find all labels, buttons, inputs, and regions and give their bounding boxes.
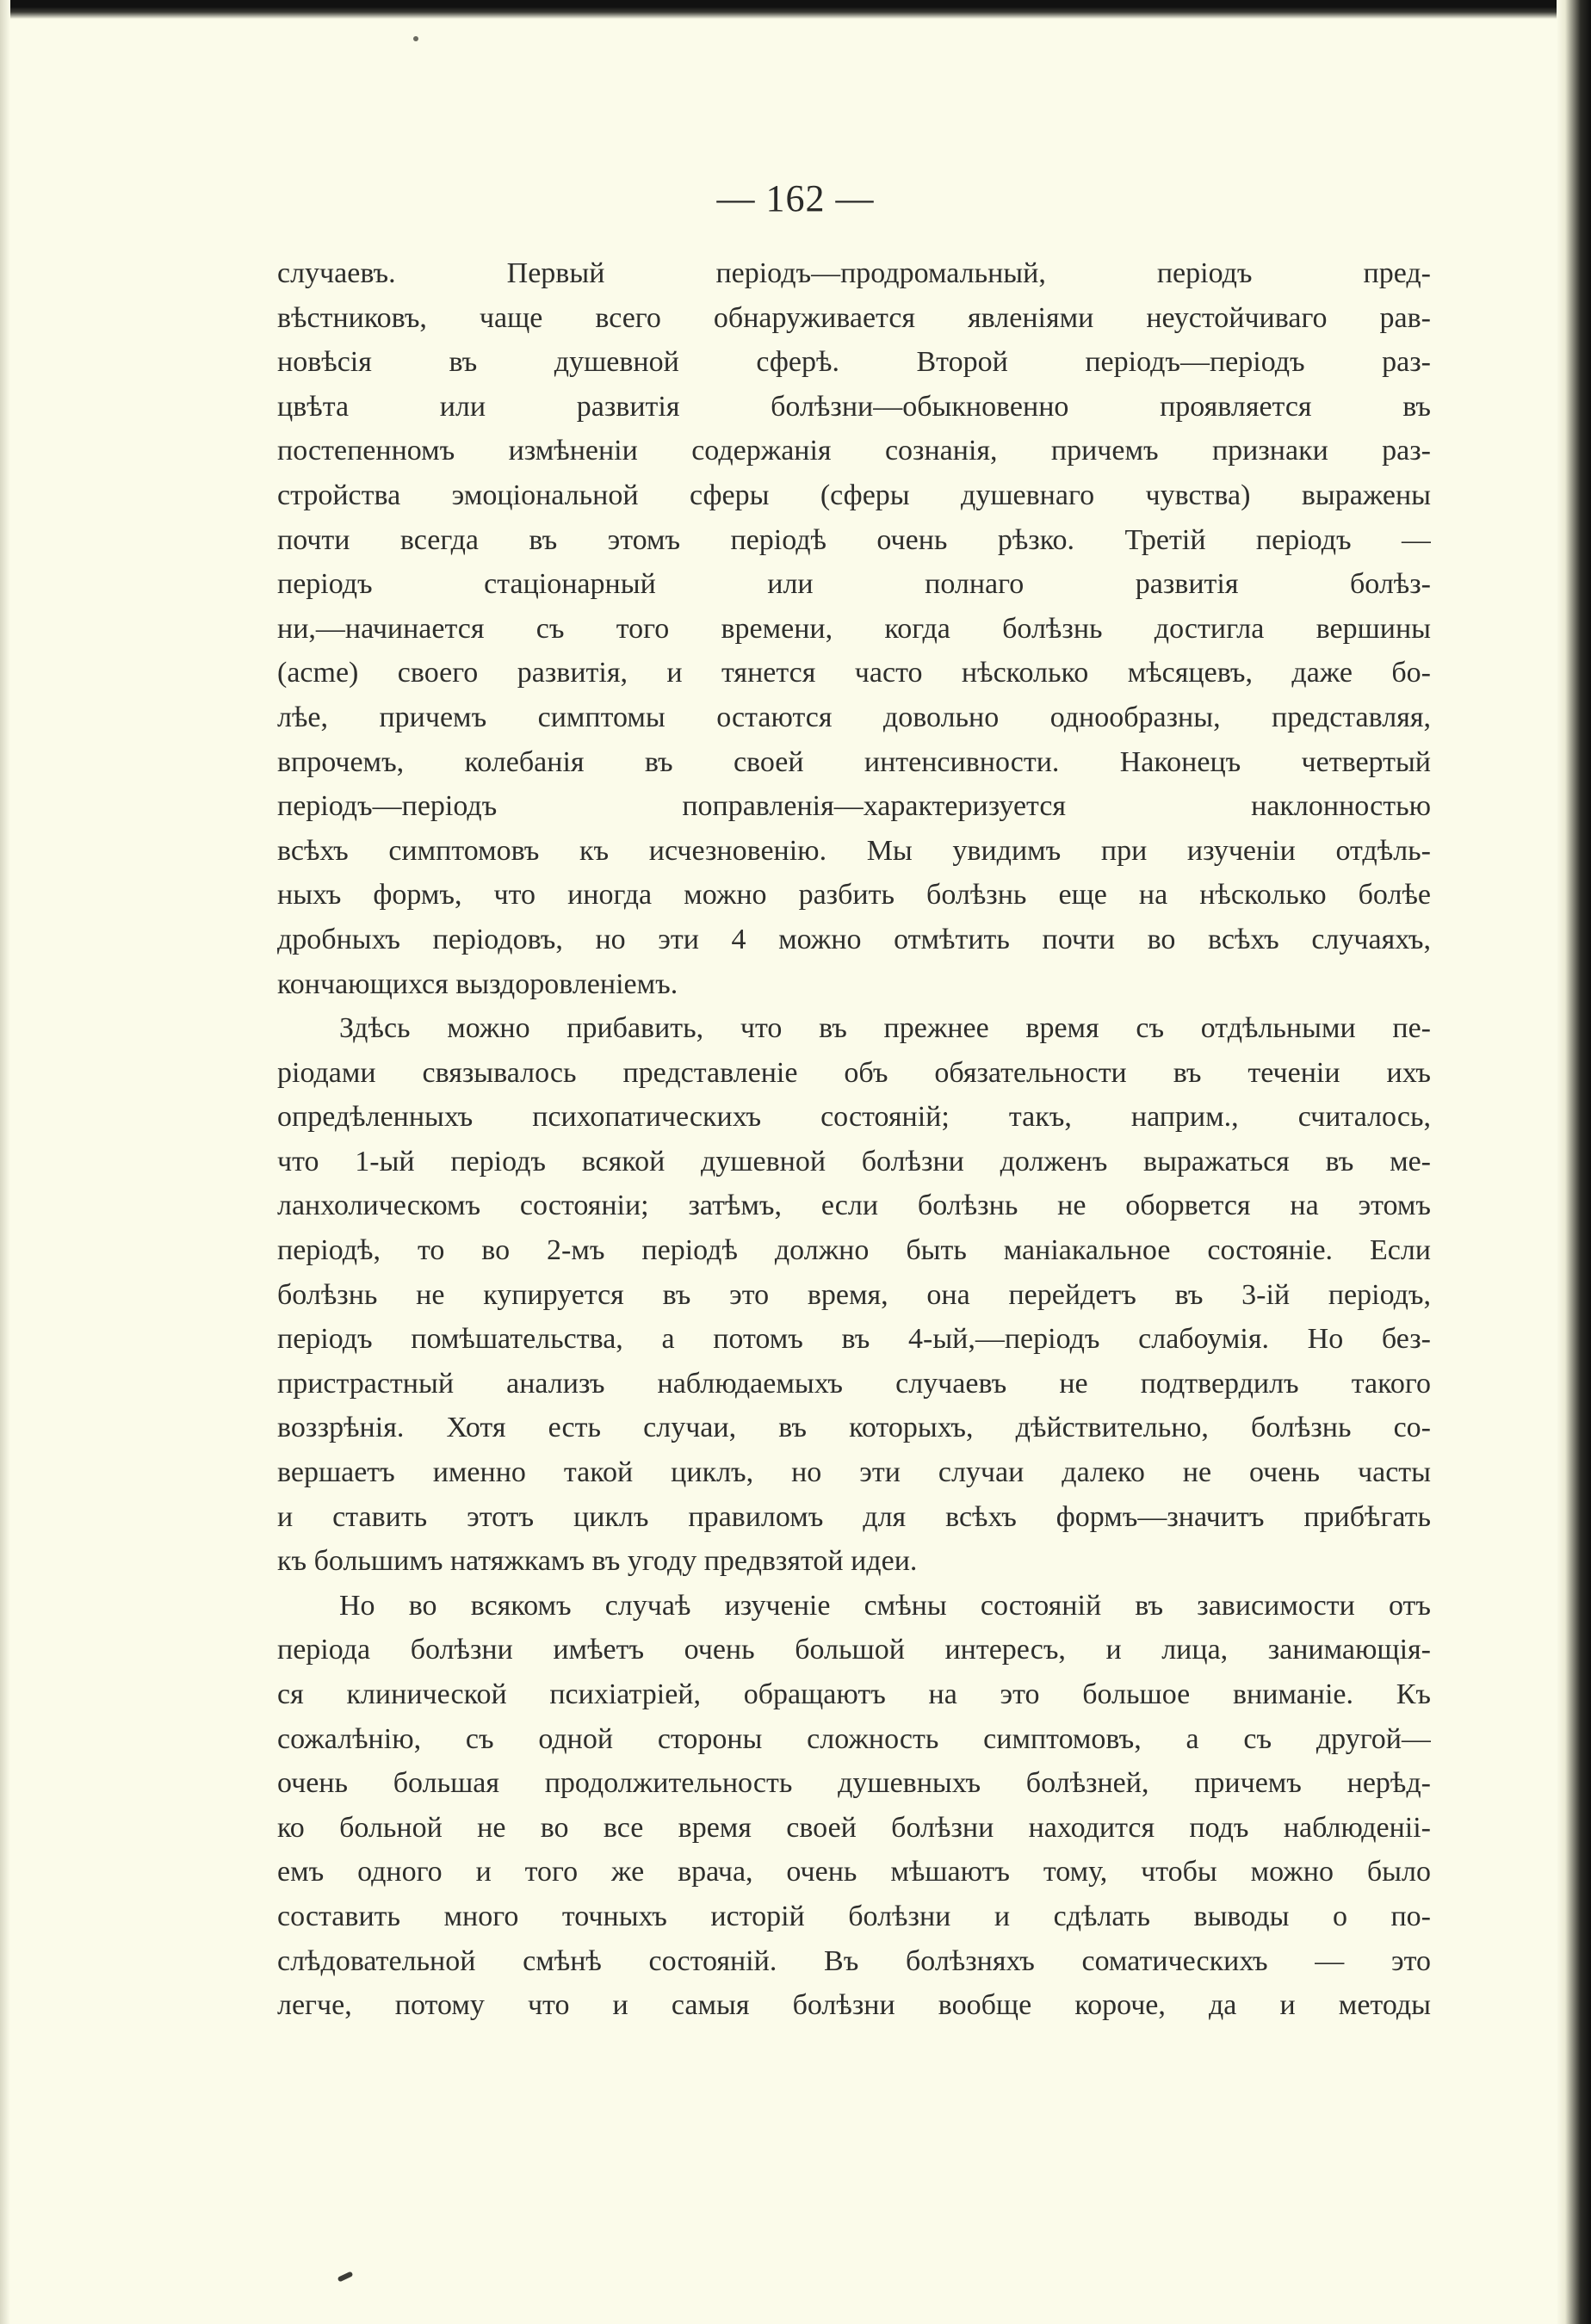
- scan-right-edge: [1557, 0, 1591, 2324]
- text-line: и ставить этотъ циклъ правиломъ для всѣхъ формъ—значитъ прибѣгать: [277, 1500, 1431, 1533]
- text-line: сожалѣнію, съ одной стороны сложность симптомовъ, а съ другой—: [277, 1722, 1431, 1755]
- text-line: ныхъ формъ, что иногда можно разбить болѣзнь еще на нѣсколько болѣе: [277, 879, 1431, 912]
- text-line: опредѣленныхъ психопатическихъ состояній; такъ, наприм., считалось,: [277, 1101, 1431, 1134]
- text-line: періодъ стаціонарный или полнаго развитія болѣз-: [277, 568, 1431, 601]
- text-line: дробныхъ періодовъ, но эти 4 можно отмѣтить почти во всѣхъ случаяхъ,: [277, 923, 1431, 955]
- text-line: ріодами связывалось представленіе объ обязательности въ теченіи ихъ: [277, 1056, 1431, 1089]
- text-line: вѣстниковъ, чаще всего обнаруживается явленіями неустойчиваго рав-: [277, 301, 1431, 334]
- scan-left-edge: [0, 0, 10, 2324]
- text-line: новѣсія въ душевной сферѣ. Второй періодъ—періодъ раз-: [277, 346, 1431, 379]
- text-line: Здѣсь можно прибавить, что въ прежнее время съ отдѣльными пе-: [339, 1012, 1431, 1045]
- text-line: ни,—начинается съ того времени, когда болѣзнь достигла вершины: [277, 612, 1431, 645]
- scan-ink-mark: [337, 2271, 354, 2282]
- text-line: что 1-ый періодъ всякой душевной болѣзни долженъ выражаться въ ме-: [277, 1145, 1431, 1177]
- text-line: впрочемъ, колебанія въ своей интенсивности. Наконецъ четвертый: [277, 745, 1431, 778]
- text-line: лѣе, причемъ симптомы остаются довольно однообразны, представляя,: [277, 701, 1431, 733]
- text-line: стройства эмоціональной сферы (сферы душевнаго чувства) выражены: [277, 479, 1431, 511]
- text-line: цвѣта или развитія болѣзни—обыкновенно проявляется въ: [277, 390, 1431, 423]
- scan-speck: [413, 36, 418, 41]
- text-line: случаевъ. Первый періодъ—продромальный, періодъ пред-: [277, 257, 1431, 289]
- text-line: періода болѣзни имѣетъ очень большой интересъ, и лица, занимающія-: [277, 1634, 1431, 1666]
- text-line: всѣхъ симптомовъ къ исчезновенію. Мы увидимъ при изученіи отдѣль-: [277, 834, 1431, 867]
- text-line: емъ одного и того же врача, очень мѣшаютъ тому, чтобы можно было: [277, 1856, 1431, 1888]
- body-text: [277, 251, 1431, 2028]
- text-line: Но во всякомъ случаѣ изученіе смѣны состояній въ зависимости отъ: [339, 1589, 1431, 1622]
- text-line: составить много точныхъ исторій болѣзни и сдѣлать выводы о по-: [277, 1900, 1431, 1932]
- text-line: (acme) своего развитія, и тянется часто нѣсколько мѣсяцевъ, даже бо-: [277, 657, 1431, 689]
- text-line: вершаетъ именно такой циклъ, но эти случаи далеко не очень часты: [277, 1456, 1431, 1489]
- text-line: пристрастный анализъ наблюдаемыхъ случаевъ не подтвердилъ такого: [277, 1367, 1431, 1400]
- text-line: болѣзнь не купируется въ это время, она перейдетъ въ 3-ій періодъ,: [277, 1278, 1431, 1311]
- text-line: ко больной не во все время своей болѣзни находится подъ наблюденіі-: [277, 1811, 1431, 1844]
- text-line: ланхолическомъ состояніи; затѣмъ, если болѣзнь не оборвется на этомъ: [277, 1190, 1431, 1222]
- text-line: періодъ помѣшательства, а потомъ въ 4-ый,—періодъ слабоумія. Но без-: [277, 1323, 1431, 1356]
- text-line: слѣдовательной смѣнѣ состояній. Въ болѣзняхъ соматическихъ — это: [277, 1944, 1431, 1977]
- text-line: періодъ—періодъ поправленія—характеризуется наклонностью: [277, 790, 1431, 823]
- text-line: воззрѣнія. Хотя есть случаи, въ которыхъ, дѣйствительно, болѣзнь со-: [277, 1412, 1431, 1444]
- scan-top-edge: [0, 0, 1591, 19]
- text-line: ся клинической психіатріей, обращаютъ на это большое вниманіе. Къ: [277, 1678, 1431, 1710]
- page-number: — 162 —: [716, 177, 875, 219]
- text-line: очень большая продолжительность душевныхъ болѣзней, причемъ нерѣд-: [277, 1767, 1431, 1800]
- text-line: къ большимъ натяжкамъ въ угоду предвзятой идеи.: [277, 1545, 918, 1578]
- text-line: почти всегда въ этомъ періодѣ очень рѣзко. Третій періодъ —: [277, 523, 1431, 556]
- text-line: легче, потому что и самыя болѣзни вообще короче, да и методы: [277, 1989, 1431, 2022]
- text-line: періодѣ, то во 2-мъ періодѣ должно быть маніакальное состояніе. Если: [277, 1234, 1431, 1267]
- text-line: кончающихся выздоровленіемъ.: [277, 967, 678, 1000]
- text-line: постепенномъ измѣненіи содержанія сознанія, причемъ признаки раз-: [277, 435, 1431, 467]
